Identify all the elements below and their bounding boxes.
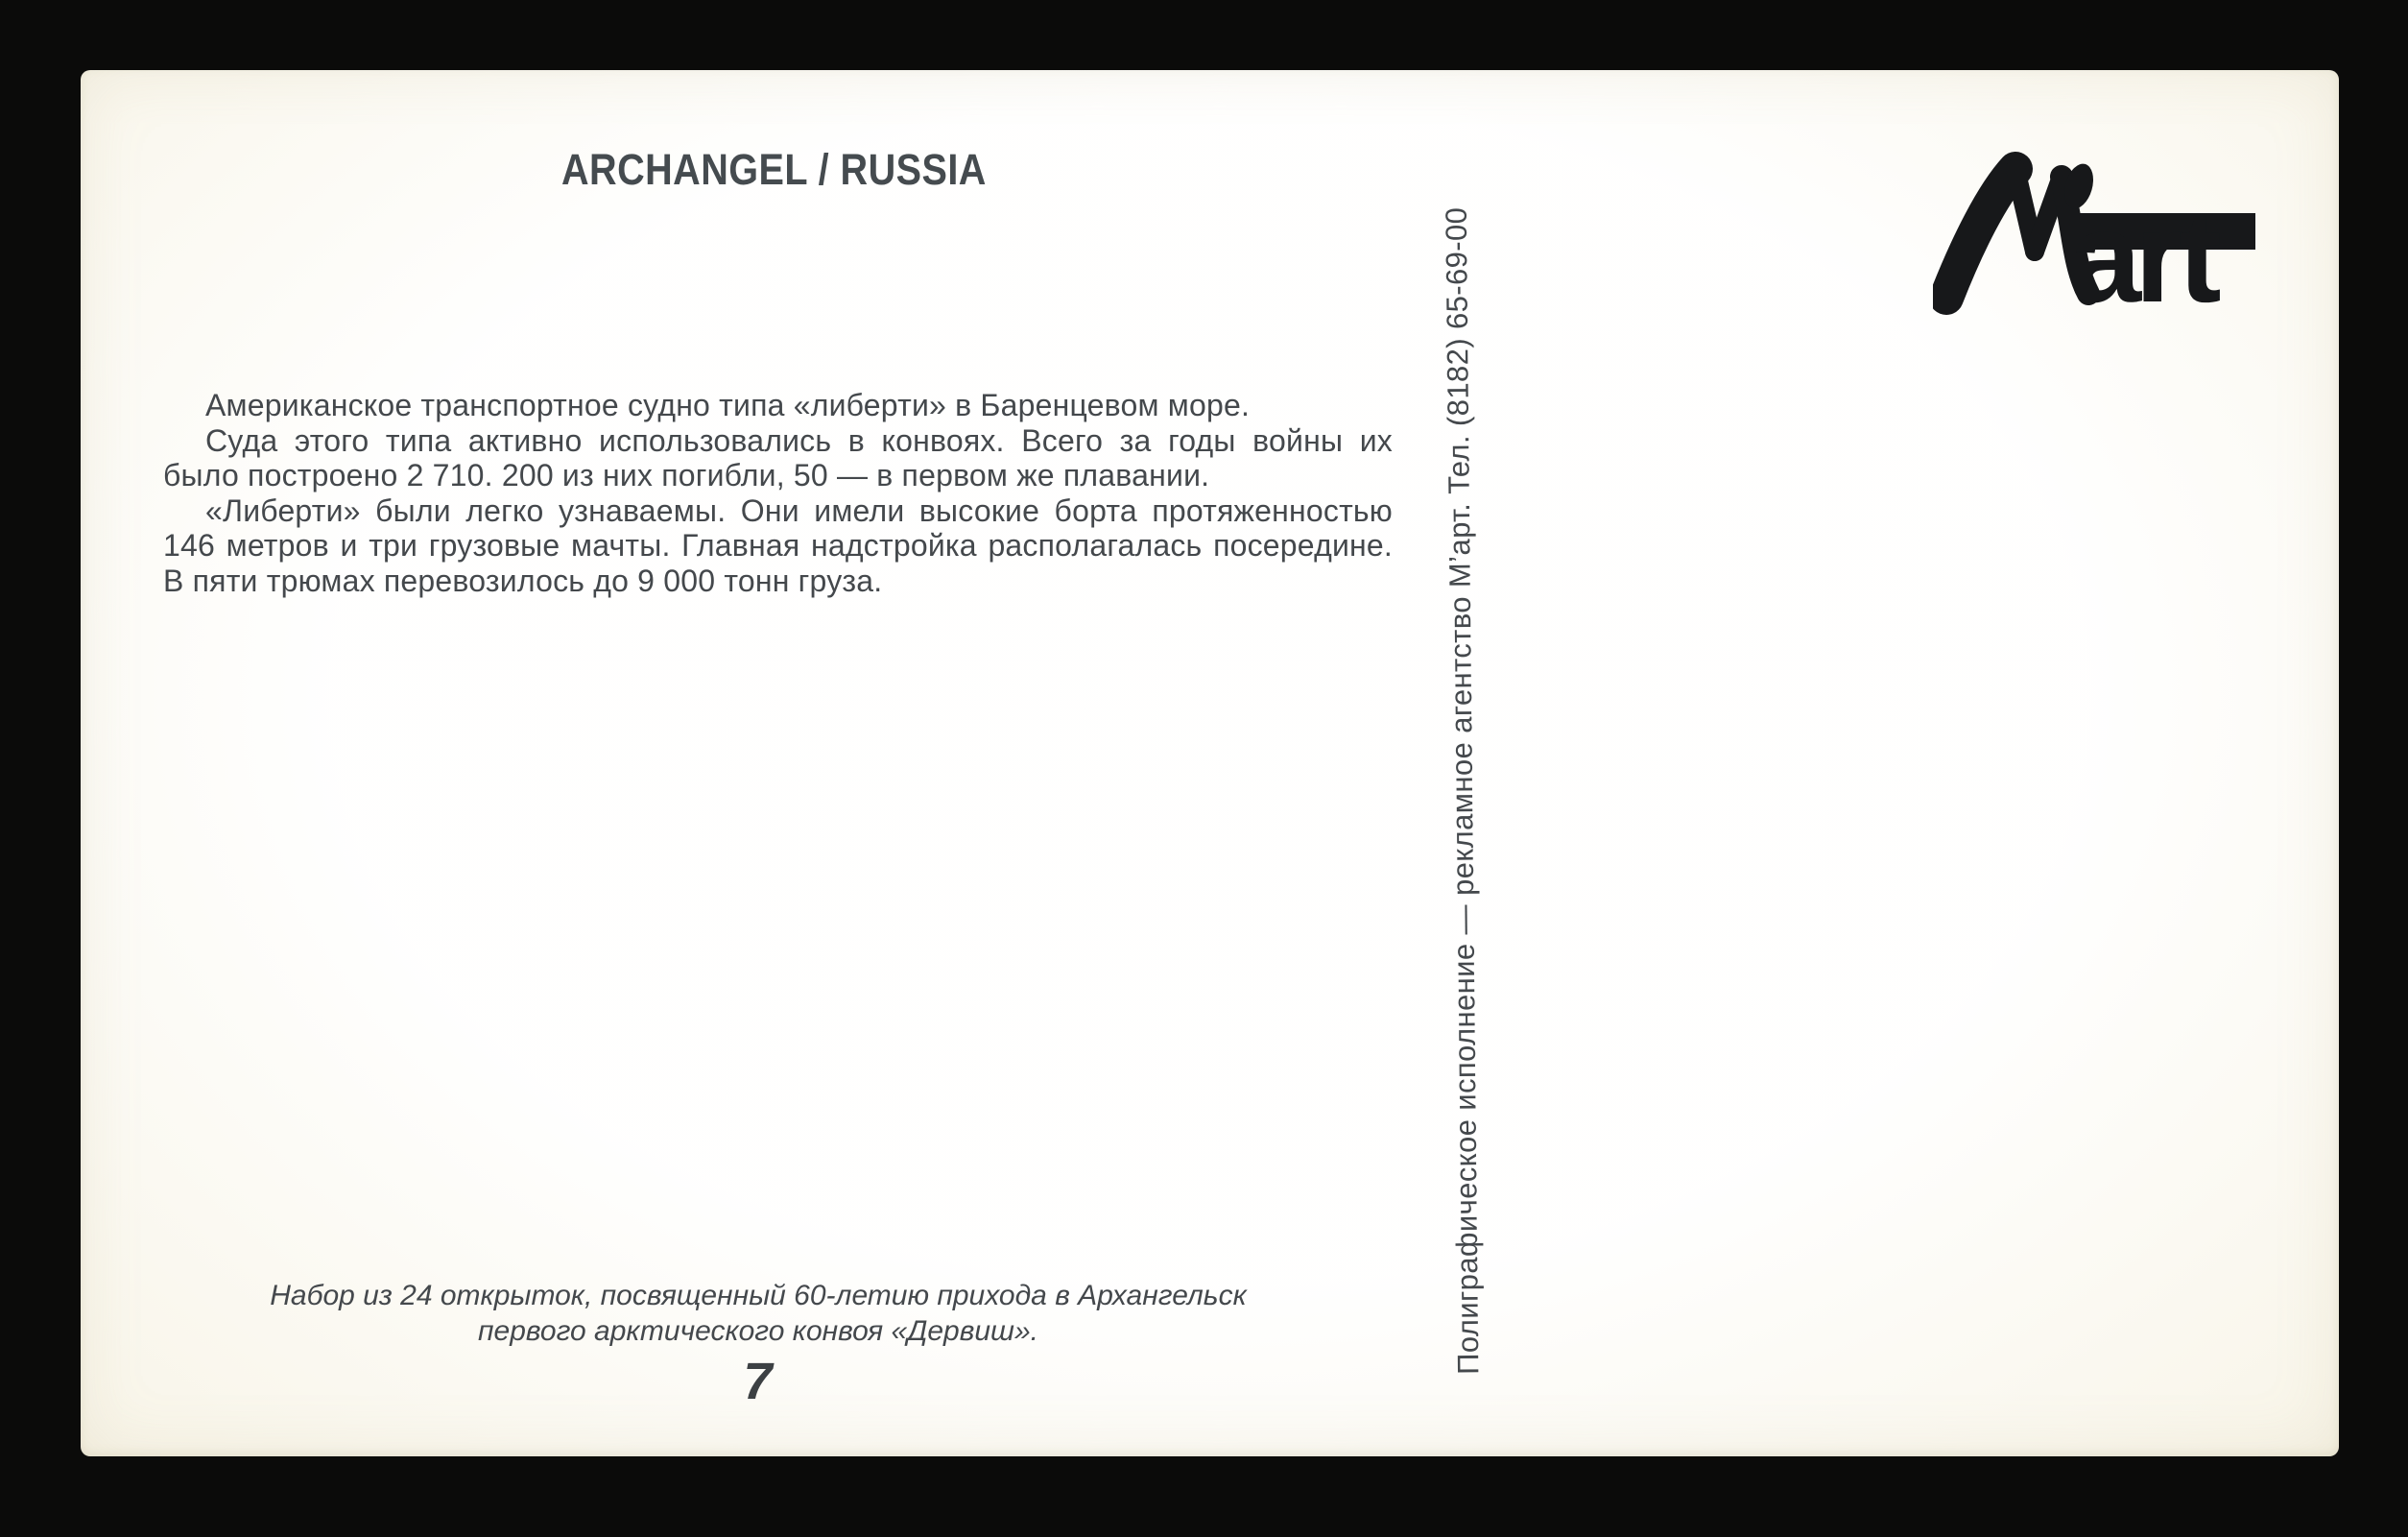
mart-logo-graphic	[1933, 152, 2259, 315]
series-note	[163, 1278, 1353, 1349]
text-line: было построено 2 710. 200 из них погибли, 50 — в первом же плавании.	[163, 458, 1210, 492]
text-line: «Либерти» были легко узнаваемы. Они имели высокие борта протяженностью	[205, 492, 1393, 528]
series-note-line2: первого арктического конвоя «Дервиш».	[478, 1315, 1038, 1347]
series-note-line1: Набор из 24 открыток, посвященный 60-летию прихода в Архангельск	[270, 1280, 1247, 1311]
printer-credit-vertical-text: Полиграфическое исполнение — рекламное агентство М’арт. Тел. (8182) 65-69-00	[1439, 206, 1486, 1376]
card-number: 7	[743, 1353, 774, 1410]
mart-logo	[1933, 152, 2259, 315]
logo-m-glyph	[1946, 169, 2015, 298]
postcard-back	[81, 70, 2339, 1456]
page-title: ARCHANGEL / RUSSIA	[561, 145, 987, 194]
text-line: 146 метров и три грузовые мачты. Главная надстройка располагалась посередине.	[163, 528, 1393, 563]
description-text	[163, 388, 1393, 598]
text-line: Американское транспортное судно типа «либерти» в Баренцевом море.	[205, 388, 1251, 422]
logo-art-text: art	[2069, 184, 2215, 315]
text-line: Суда этого типа активно использовались в конвоях. Всего за годы войны их	[205, 422, 1393, 458]
text-line: В пяти трюмах перевозилось до 9 000 тонн груза.	[163, 563, 883, 598]
